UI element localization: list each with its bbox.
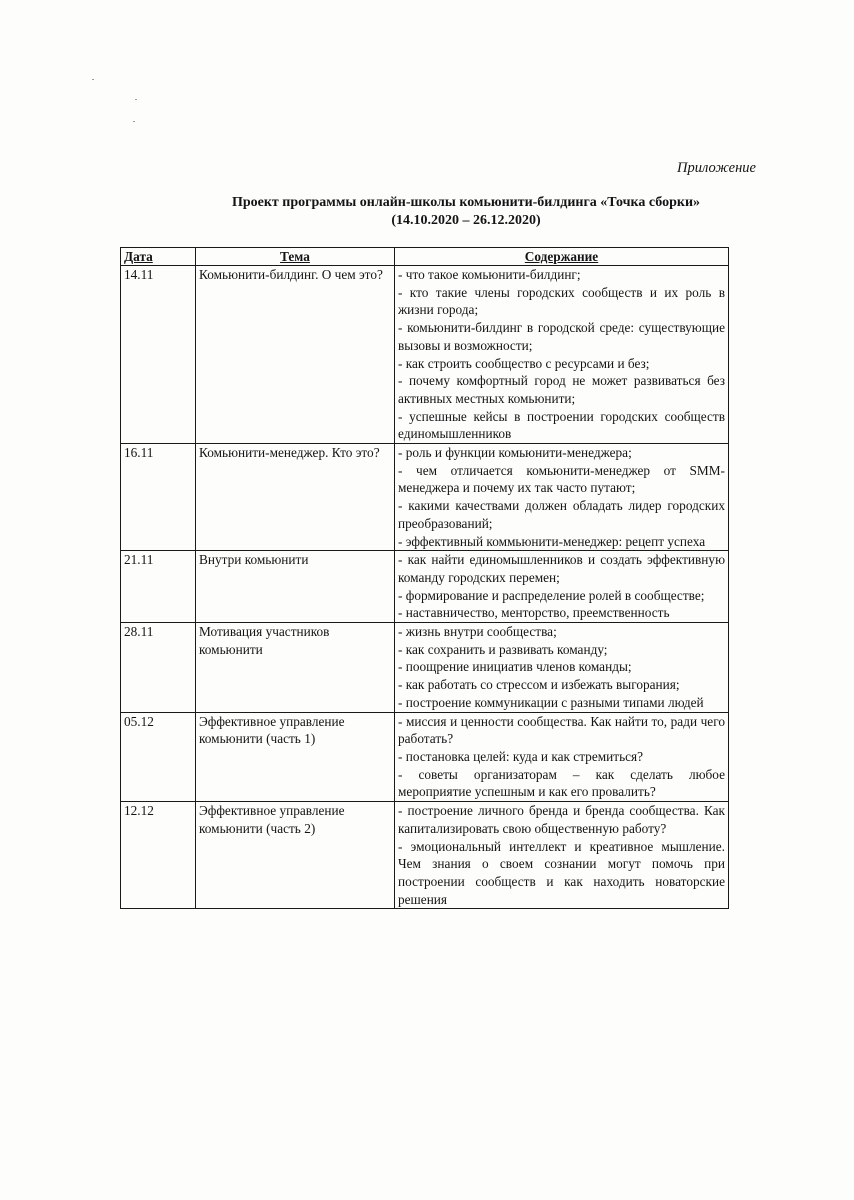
content-item: - построение личного бренда и бренда сообщества. Как капитализировать свою общественную работу? [398, 803, 725, 836]
row-content [395, 266, 729, 444]
content-item: - поощрение инициатив членов команды; [398, 659, 632, 675]
table-row [121, 266, 729, 444]
row-topic: Комьюнити-менеджер. Кто это? [196, 444, 395, 551]
row-topic: Эффективное управление комьюнити (часть 1) [196, 712, 395, 802]
row-content [395, 551, 729, 623]
header-content: Содержание [395, 248, 729, 266]
row-date: 05.12 [121, 712, 196, 802]
content-item: - эффективный коммьюнити-менеджер: рецепт успеха [398, 533, 706, 549]
content-item: - наставничество, менторство, преемственность [398, 605, 670, 621]
content-item: - почему комфортный город не может развиваться без активных местных комьюнити; [398, 373, 725, 406]
appendix-label: Приложение [677, 160, 756, 176]
content-item: - чем отличается комьюнити-менеджер от SMM-менеджера и почему их так часто путают; [398, 462, 725, 496]
header-topic: Тема [196, 248, 395, 266]
content-item: - советы организаторам – как сделать любое мероприятие успешным и как его провалить? [398, 766, 725, 800]
table-row [121, 623, 729, 713]
table-header-row [121, 248, 729, 266]
content-item: - успешные кейсы в построении городских сообществ единомышленников [398, 408, 725, 442]
row-topic: Внутри комьюнити [196, 551, 395, 623]
content-item: - как строить сообщество с ресурсами и без; [398, 355, 650, 371]
program-table [120, 247, 729, 909]
document-title-dates: (14.10.2020 – 26.12.2020) [391, 213, 541, 228]
program-table-body [121, 266, 729, 909]
document-title [110, 194, 822, 230]
table-row [121, 802, 729, 909]
row-topic: Эффективное управление комьюнити (часть 2) [196, 802, 395, 909]
row-topic: Комьюнити-билдинг. О чем это? [196, 266, 395, 444]
row-date: 16.11 [121, 444, 196, 551]
content-item: - комьюнити-билдинг в городской среде: существующие вызовы и возможности; [398, 320, 725, 353]
table-row [121, 551, 729, 623]
content-item: - как сохранить и развивать команду; [398, 641, 608, 657]
row-date: 14.11 [121, 266, 196, 444]
row-content [395, 444, 729, 551]
row-content [395, 712, 729, 802]
content-item: - жизнь внутри сообщества; [398, 624, 557, 640]
row-content [395, 802, 729, 909]
content-item: - роль и функции комьюнити-менеджера; [398, 445, 632, 461]
table-row [121, 444, 729, 551]
content-item: - постановка целей: куда и как стремиться? [398, 748, 644, 764]
content-item: - построение коммуникации с разными типами людей [398, 694, 704, 710]
content-item: - миссия и ценности сообщества. Как найти то, ради чего работать? [398, 713, 725, 747]
content-item: - как найти единомышленников и создать эффективную команду городских перемен; [398, 552, 725, 585]
content-item: - кто такие члены городских сообществ и их роль в жизни города; [398, 284, 725, 318]
row-date: 12.12 [121, 802, 196, 909]
row-topic: Мотивация участников комьюнити [196, 623, 395, 713]
row-date: 28.11 [121, 623, 196, 713]
table-row [121, 712, 729, 802]
content-item: - как работать со стрессом и избежать выгорания; [398, 677, 680, 693]
content-item: - формирование и распределение ролей в сообществе; [398, 587, 705, 603]
row-date: 21.11 [121, 551, 196, 623]
content-item: - какими качествами должен обладать лидер городских преобразований; [398, 498, 725, 531]
document-title-line1: Проект программы онлайн-школы комьюнити-билдинга «Точка сборки» [231, 195, 701, 210]
content-item: - что такое комьюнити-билдинг; [398, 267, 581, 282]
content-item: - эмоциональный интеллект и креативное мышление. Чем знания о своем сознании могут помочь при построении сообществ и как находить новаторские решения [398, 838, 725, 907]
header-date: Дата [121, 248, 196, 266]
row-content [395, 623, 729, 713]
